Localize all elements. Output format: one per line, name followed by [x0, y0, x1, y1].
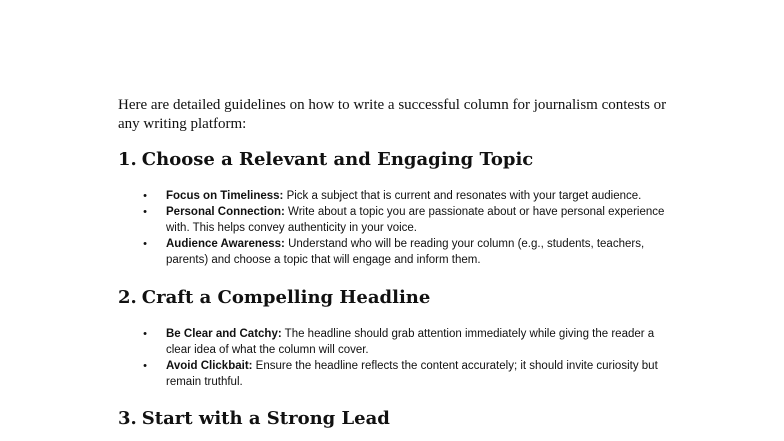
list-item [0, 236, 666, 268]
list-item [0, 188, 666, 204]
section-1-list [0, 188, 666, 268]
intro-paragraph: Here are detailed guidelines on how to write a successful column for journalism contests or any writing platform: [118, 97, 667, 132]
item-text: Pick a subject that is current and resonates with your target audience. [283, 190, 642, 202]
list-item [0, 358, 666, 390]
list-item [0, 204, 666, 236]
item-term: Personal Connection: [166, 206, 285, 218]
bullet-icon: • [143, 238, 147, 250]
section-heading-2 [118, 287, 430, 309]
section-number: 1. [118, 149, 137, 170]
item-text: Ensure the headline reflects the content accurately; it should invite curiosity but remain truthful. [166, 360, 658, 388]
bullet-icon: • [143, 206, 147, 218]
section-2-list [0, 326, 666, 390]
item-term: Focus on Timeliness: [166, 190, 284, 202]
item-text: Write about a topic you are passionate about or have personal experience with. This helps convey authenticity in your voice. [166, 206, 665, 234]
item-term: Audience Awareness: [166, 238, 285, 250]
section-heading-1 [118, 149, 533, 171]
bullet-icon: • [143, 360, 147, 372]
bullet-icon: • [143, 328, 147, 340]
section-number: 3. [118, 408, 137, 429]
section-title: Craft a Compelling Headline [141, 287, 431, 308]
item-term: Be Clear and Catchy: [166, 328, 282, 340]
section-title: Choose a Relevant and Engaging Topic [141, 149, 534, 170]
list-item [0, 326, 666, 358]
bullet-icon: • [143, 190, 147, 202]
item-text: Understand who will be reading your column (e.g., students, teachers, parents) and choose a topic that will engage and inform them. [166, 238, 645, 266]
section-number: 2. [118, 287, 137, 308]
item-term: Avoid Clickbait: [166, 360, 253, 372]
section-title: Start with a Strong Lead [141, 408, 390, 429]
section-heading-3 [118, 408, 390, 430]
item-text: The headline should grab attention immediately while giving the reader a clear idea of what the column will cover. [166, 328, 655, 356]
